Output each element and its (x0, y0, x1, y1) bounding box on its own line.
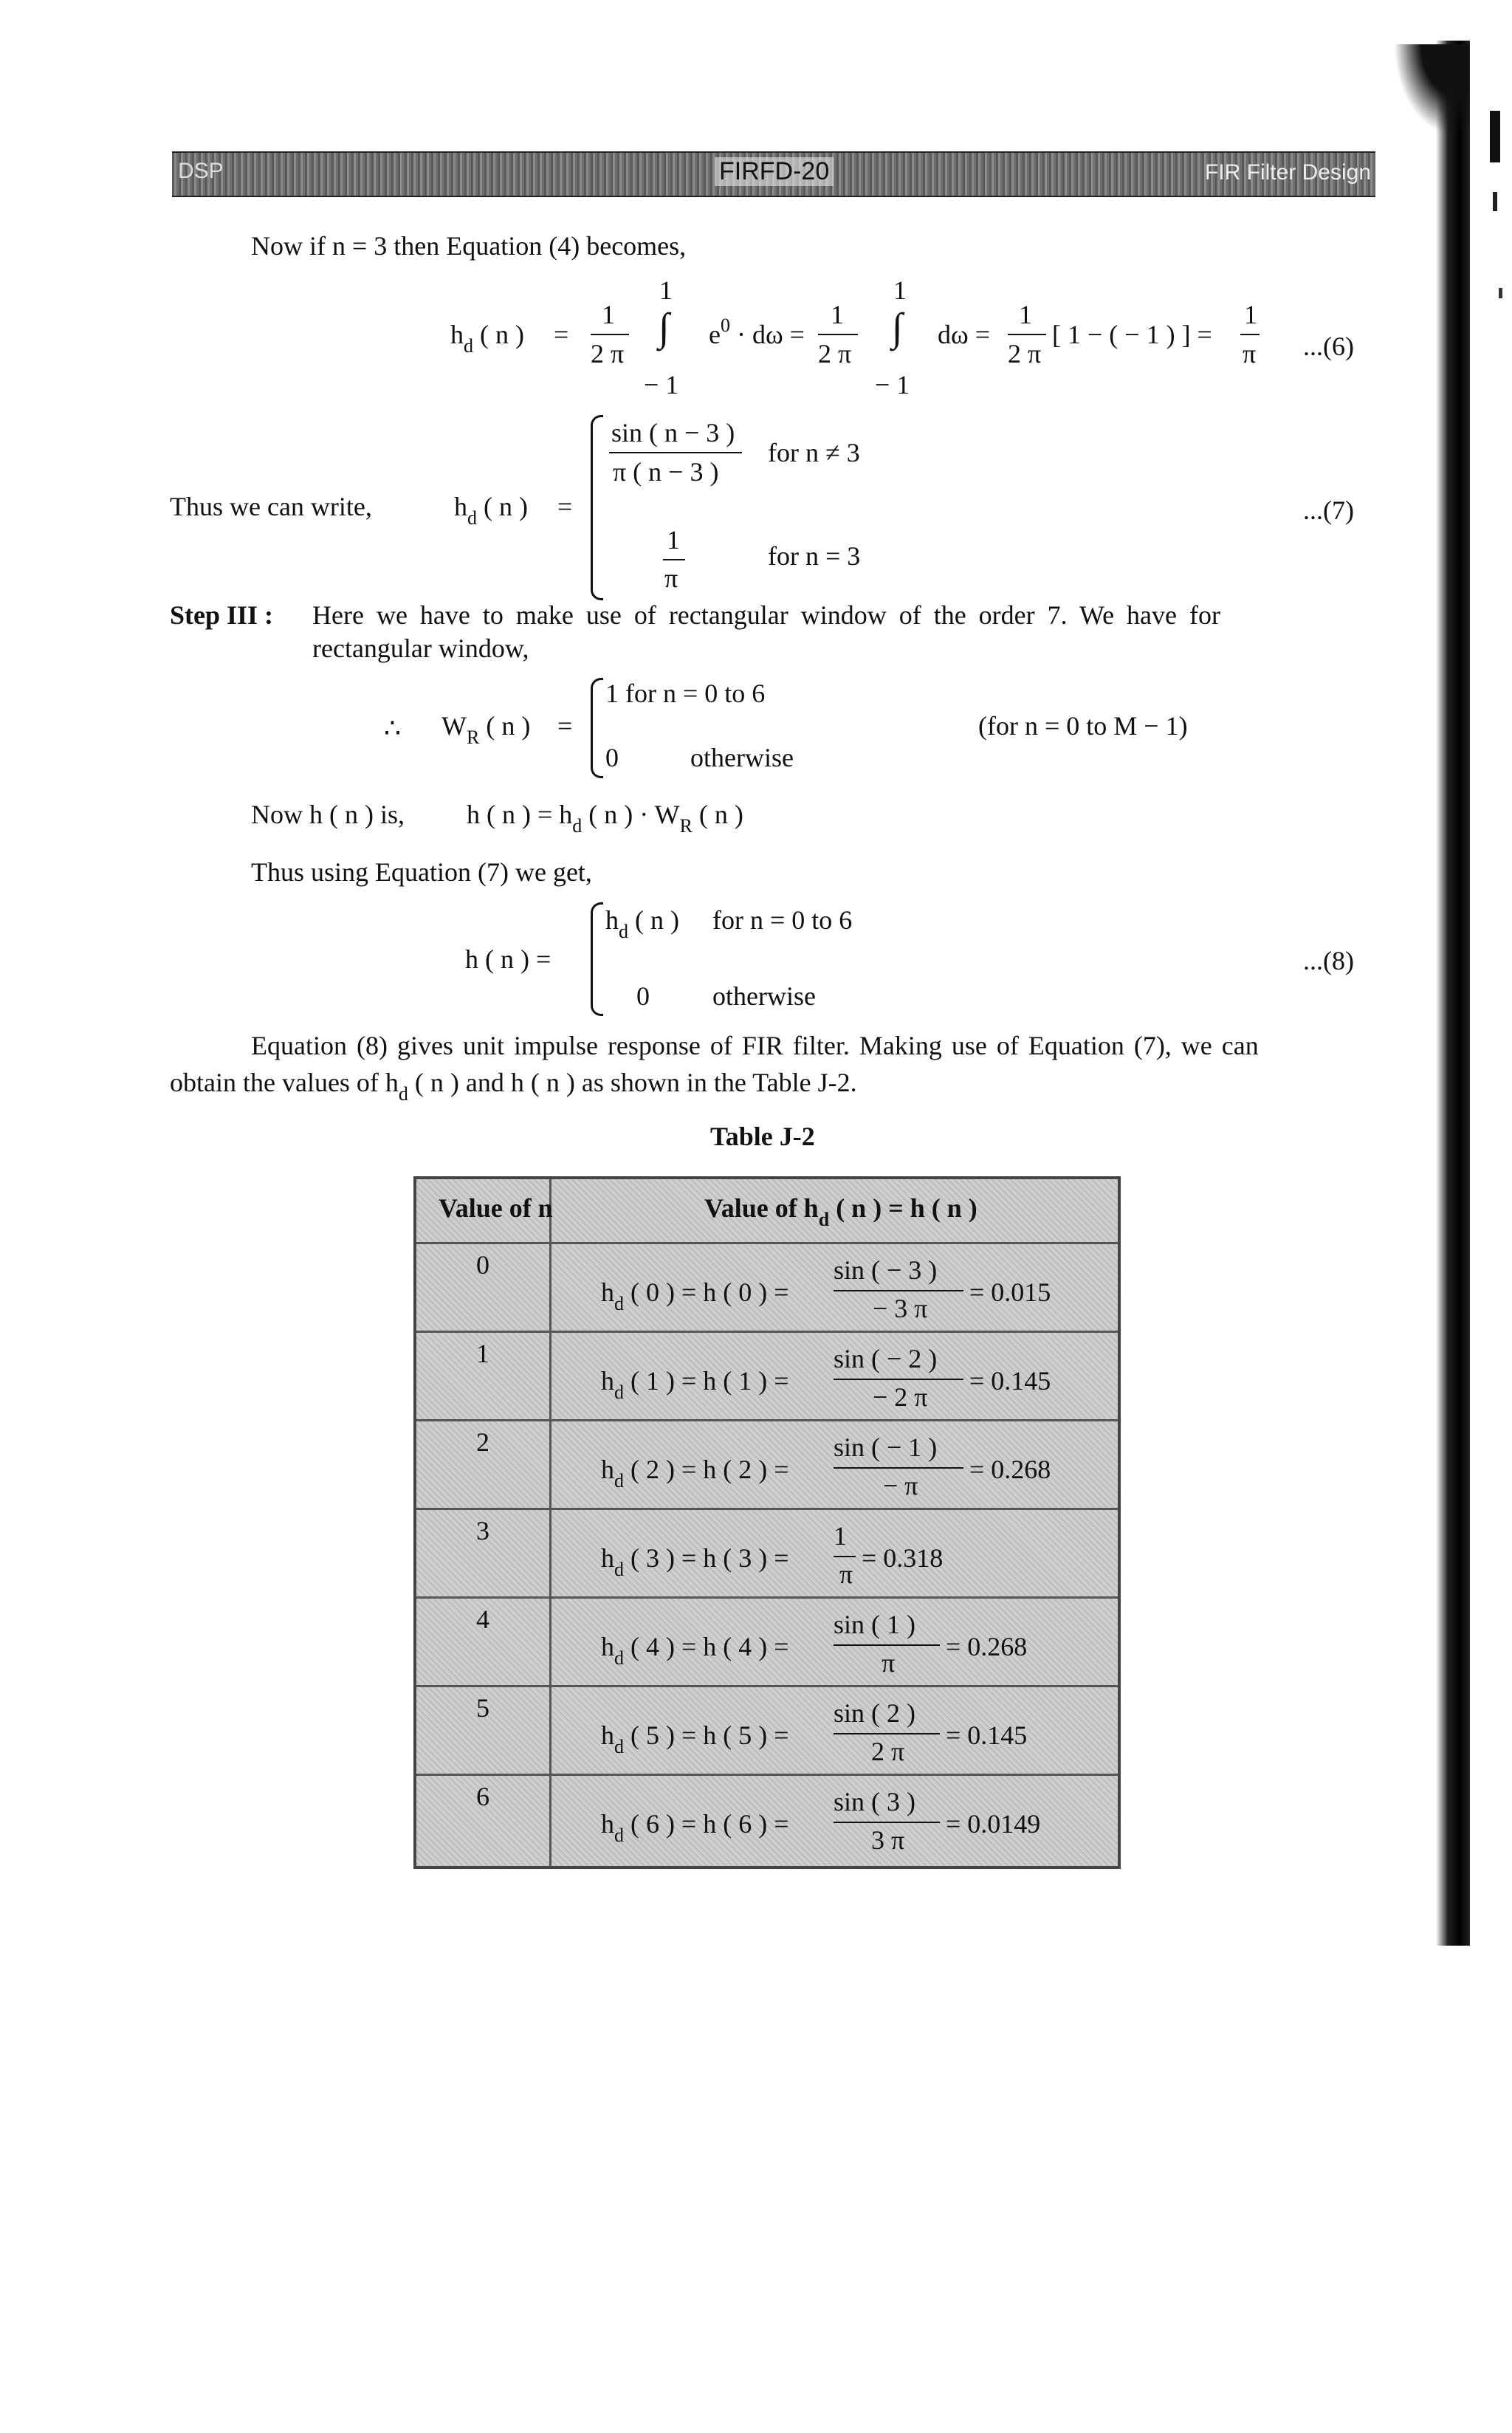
page-header (172, 151, 1375, 197)
eq6-frac3-den: 2 π (1008, 339, 1042, 368)
eq7-intro: Thus we can write, (170, 492, 372, 521)
next-page-edge-mark (1493, 192, 1497, 211)
cell-fraction-num: sin ( 2 ) (834, 1698, 915, 1728)
eq6-frac1-num: 1 (602, 300, 615, 329)
wr-lhs: $W_R$ ( n ) (441, 711, 531, 748)
eq6-equals: = (554, 320, 569, 349)
eq7-case2-num: 1 (667, 525, 680, 555)
eq7-case1-num: sin ( n − 3 ) (611, 418, 735, 447)
cell-fraction-den: − 3 π (873, 1294, 928, 1323)
cell-fraction-den: π (882, 1648, 896, 1678)
intro-line: Now if n = 3 then Equation (4) becomes, (251, 231, 687, 261)
header-left: DSP (178, 159, 224, 183)
eq7-case1-den: π ( n − 3 ) (613, 457, 719, 487)
eq7-case1-cond: for n ≠ 3 (768, 438, 860, 467)
eq8-case2-value: 0 (636, 981, 650, 1011)
table-cell-value (601, 1521, 1088, 1596)
cell-fraction-den: − π (883, 1471, 918, 1500)
next-page-edge-mark (1490, 111, 1500, 162)
eq7-equals: = (557, 492, 573, 521)
eq6-frac1-den: 2 π (591, 339, 625, 368)
wr-case1: 1 for n = 0 to 6 (605, 679, 766, 708)
cell-result: = 0.318 (862, 1543, 944, 1573)
table-caption: Table J-2 (710, 1122, 815, 1151)
table-row-divider (416, 1242, 1118, 1244)
table-cell-n: 6 (476, 1782, 489, 1811)
cell-lhs: $h_d$ ( 6 ) = h ( 6 ) = (601, 1809, 789, 1846)
eq8-brace (591, 902, 603, 1016)
values-table (413, 1176, 1121, 1869)
cell-fraction-den: 3 π (871, 1825, 905, 1855)
eq8-tag: ...(8) (1303, 946, 1354, 975)
eq7-lhs: $h_d$ ( n ) (454, 492, 528, 529)
cell-lhs: $h_d$ ( 2 ) = h ( 2 ) = (601, 1455, 789, 1492)
table-cell-n: 2 (476, 1427, 489, 1457)
cell-lhs: $h_d$ ( 3 ) = h ( 3 ) = (601, 1543, 789, 1580)
eq6-int-top: 1 (659, 275, 673, 305)
hn-text: Now h ( n ) is, (251, 800, 405, 829)
eq6-frac2-den: 2 π (818, 339, 852, 368)
cell-fraction-num: sin ( 1 ) (834, 1610, 915, 1639)
table-row-divider (416, 1419, 1118, 1421)
eq6-frac2-num: 1 (831, 300, 844, 329)
table-cell-n: 4 (476, 1605, 489, 1634)
cell-fraction-den: 2 π (871, 1737, 905, 1766)
eq6-frac4-den: π (1243, 339, 1257, 368)
eq6-bracket: [ 1 − ( − 1 ) ] = (1052, 320, 1212, 349)
table-row-divider (416, 1774, 1118, 1776)
para-line1: Equation (8) gives unit impulse response of FIR filter. Making use of Equation (7), we can (251, 1031, 1259, 1060)
table-header-n: Value of n (439, 1193, 553, 1223)
eq8-case1-cond: for n = 0 to 6 (712, 905, 853, 935)
table-header-value: Value of $h_d$ ( n ) = h ( n ) (704, 1193, 977, 1230)
page-binding-corner (1395, 44, 1469, 133)
wr-note: (for n = 0 to M − 1) (978, 711, 1188, 741)
eq8-lhs: h ( n ) = (465, 944, 551, 974)
table-cell-n: 3 (476, 1516, 489, 1545)
cell-fraction-num: sin ( − 2 ) (834, 1344, 938, 1373)
eq7-case1-bar (609, 452, 742, 453)
cell-fraction-num: sin ( − 3 ) (834, 1255, 938, 1285)
cell-fraction-bar (834, 1467, 963, 1469)
cell-fraction-num: sin ( 3 ) (834, 1787, 915, 1816)
eq7-case2-bar (663, 559, 685, 560)
table-row-divider (416, 1508, 1118, 1510)
eq6-int-bottom: − 1 (644, 370, 679, 399)
table-cell-n: 1 (476, 1339, 489, 1368)
eq6-frac3-num: 1 (1019, 300, 1032, 329)
header-page-number: FIRFD-20 (715, 157, 834, 186)
table-cell-value (601, 1610, 1088, 1685)
cell-fraction-num: sin ( − 1 ) (834, 1432, 938, 1462)
table-cell-value (601, 1255, 1088, 1331)
table-cell-value (601, 1787, 1088, 1862)
wr-brace (591, 678, 603, 778)
eq7-case2-den: π (664, 563, 678, 593)
integral-sign: ∫ (659, 305, 670, 349)
cell-result: = 0.145 (946, 1720, 1028, 1750)
wr-case2-cond: otherwise (690, 743, 794, 772)
cell-fraction-bar (834, 1644, 940, 1646)
header-chapter-title: FIR Filter Design (1204, 160, 1371, 185)
cell-fraction-bar (834, 1733, 940, 1734)
table-cell-value (601, 1432, 1088, 1508)
step3-text-line1: Here we have to make use of rectangular window of the order 7. We have for (312, 600, 1220, 630)
cell-result: = 0.0149 (946, 1809, 1041, 1839)
using-eq7-line: Thus using Equation (7) we get, (251, 857, 592, 887)
wr-equals: = (557, 711, 573, 741)
cell-lhs: $h_d$ ( 4 ) = h ( 4 ) = (601, 1632, 789, 1669)
eq6-frac4-num: 1 (1244, 300, 1257, 329)
cell-lhs: $h_d$ ( 1 ) = h ( 1 ) = (601, 1366, 789, 1403)
eq6-exp: $e^0 \cdot d\omega$ = (709, 315, 805, 349)
page-binding-shadow (1436, 41, 1470, 1946)
table-row-divider (416, 1331, 1118, 1333)
wr-case2-value: 0 (605, 743, 619, 772)
cell-fraction-bar (834, 1556, 856, 1557)
cell-result: = 0.145 (969, 1366, 1051, 1396)
eq6-int2-bottom: − 1 (875, 370, 910, 399)
integral-sign: ∫ (892, 305, 903, 349)
eq6-tag: ...(6) (1303, 332, 1354, 361)
cell-fraction-den: π (839, 1559, 853, 1589)
eq6-lhs: $h_d$ ( n ) (450, 320, 524, 357)
cell-fraction-den: − 2 π (873, 1382, 928, 1412)
eq8-case2-cond: otherwise (712, 981, 816, 1011)
eq6-frac3-bar (1008, 334, 1046, 335)
table-row-divider (416, 1685, 1118, 1687)
therefore-symbol: ∴ (384, 713, 401, 743)
step3-text-line2: rectangular window, (312, 634, 529, 663)
table-cell-n: 5 (476, 1693, 489, 1723)
eq6-frac2-bar (818, 334, 858, 335)
hn-expression: h ( n ) = $h_d$ ( n ) · $W_R$ ( n ) (467, 800, 743, 837)
eq6-int2-top: 1 (893, 275, 907, 305)
cell-fraction-bar (834, 1290, 963, 1291)
cell-result: = 0.268 (946, 1632, 1028, 1661)
eq8-case1: $h_d$ ( n ) (605, 905, 679, 942)
cell-result: = 0.268 (969, 1455, 1051, 1484)
table-row-divider (416, 1596, 1118, 1599)
eq7-tag: ...(7) (1303, 495, 1354, 525)
table-cell-n: 0 (476, 1250, 489, 1280)
cell-fraction-bar (834, 1822, 940, 1823)
step3-label: Step III : (170, 600, 274, 630)
next-page-edge-mark (1499, 288, 1502, 298)
table-cell-value (601, 1698, 1088, 1774)
table-cell-value (601, 1344, 1088, 1419)
para-line2: obtain the values of $h_d$ ( n ) and h ( n ) as shown in the Table J-2. (170, 1068, 857, 1105)
cell-fraction-bar (834, 1379, 963, 1380)
eq7-case2-cond: for n = 3 (768, 541, 861, 571)
eq7-brace (591, 415, 603, 600)
cell-result: = 0.015 (969, 1277, 1051, 1307)
eq6-dw: dω = (938, 320, 990, 349)
eq6-frac1-bar (591, 334, 629, 335)
cell-lhs: $h_d$ ( 5 ) = h ( 5 ) = (601, 1720, 789, 1757)
eq6-frac4-bar (1240, 334, 1260, 335)
table-column-divider (549, 1179, 551, 1866)
cell-lhs: $h_d$ ( 0 ) = h ( 0 ) = (601, 1277, 789, 1314)
cell-fraction-num: 1 (834, 1521, 847, 1551)
